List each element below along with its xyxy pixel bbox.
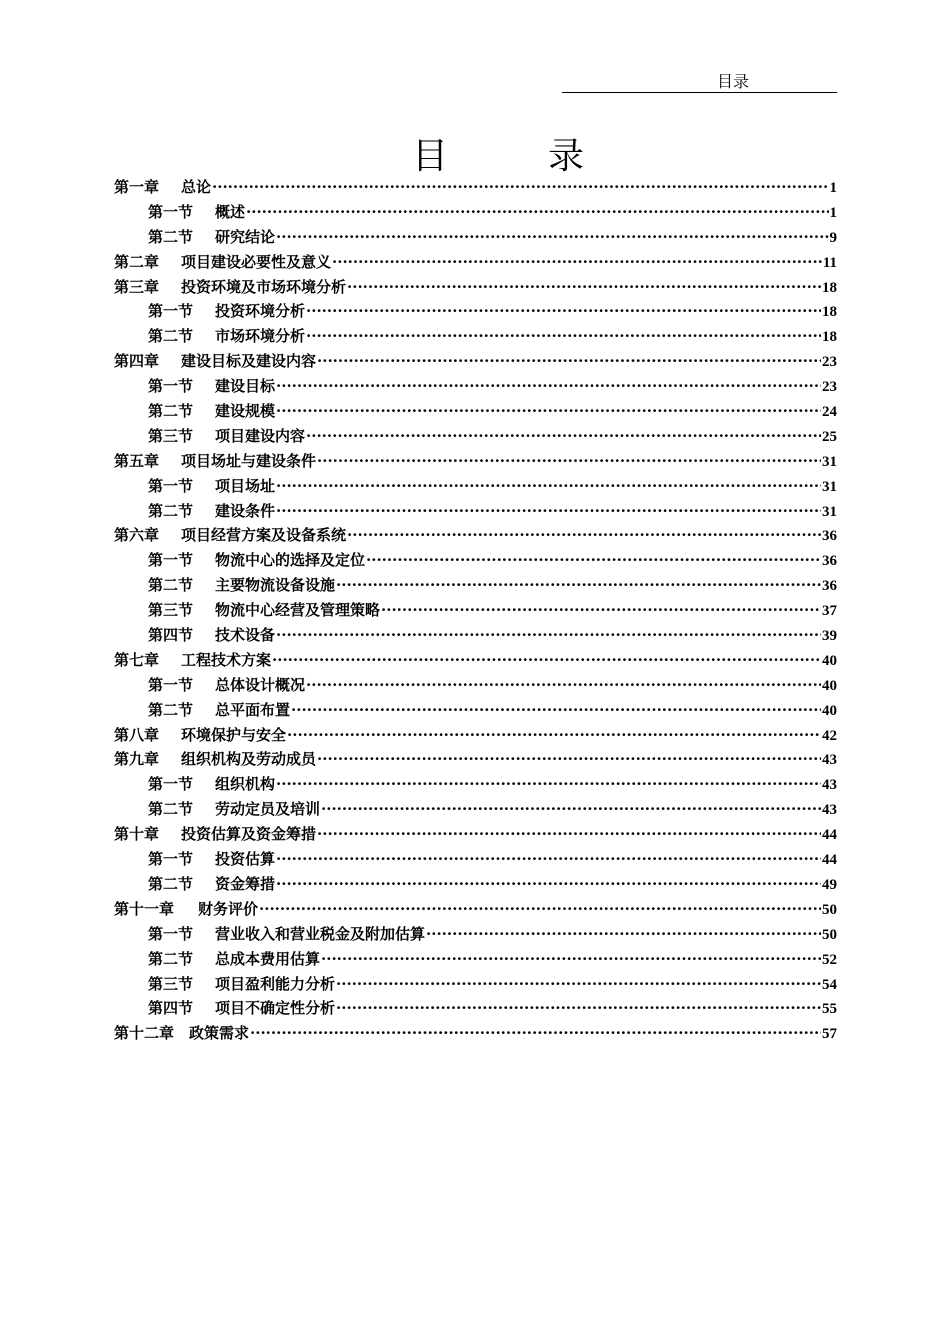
toc-entry-title: 工程技术方案 — [181, 650, 272, 669]
toc-entry-title: 投资估算及资金筹措 — [181, 825, 317, 844]
toc-entry-number: 第二节 — [148, 227, 194, 246]
toc-entry-title: 财务评价 — [198, 899, 259, 918]
toc-entry-title: 投资估算 — [215, 850, 276, 869]
dot-leader — [276, 775, 821, 793]
dot-leader — [336, 975, 821, 993]
toc-entry-page-number: 44 — [822, 827, 837, 844]
toc-entry-title: 政策需求 — [189, 1024, 250, 1043]
toc-entry-page-number: 50 — [822, 901, 837, 918]
toc-entry-page-number: 52 — [822, 951, 837, 968]
dot-leader — [321, 800, 821, 818]
toc-entry-title: 项目盈利能力分析 — [215, 974, 336, 993]
toc-chapter-entry[interactable] — [114, 649, 837, 674]
toc-entry-number: 第七章 — [114, 650, 160, 669]
toc-entry-page-number: 24 — [822, 404, 837, 421]
toc-entry-label — [114, 450, 316, 471]
dot-leader — [306, 327, 821, 345]
dot-leader — [317, 825, 821, 843]
toc-entry-number: 第三节 — [148, 426, 194, 445]
toc-entry-page-number: 31 — [822, 453, 837, 470]
toc-entry-number: 第二章 — [114, 252, 160, 271]
toc-entry-title: 研究结论 — [215, 227, 276, 246]
toc-section-entry[interactable] — [114, 624, 837, 649]
toc-entry-title: 建设条件 — [215, 501, 276, 520]
toc-entry-title: 项目经营方案及设备系统 — [181, 526, 347, 545]
toc-entry-label — [114, 898, 258, 919]
toc-entry-page-number: 36 — [822, 553, 837, 570]
toc-section-entry[interactable] — [114, 973, 837, 998]
toc-entry-title: 营业收入和营业税金及附加估算 — [215, 924, 426, 943]
toc-section-entry[interactable] — [114, 997, 837, 1022]
toc-entry-label — [148, 873, 275, 894]
toc-entry-page-number: 49 — [822, 876, 837, 893]
toc-entry-title: 主要物流设备设施 — [215, 576, 336, 595]
toc-entry-page-number: 25 — [822, 428, 837, 445]
toc-chapter-entry[interactable] — [114, 898, 837, 923]
toc-entry-label — [148, 798, 320, 819]
toc-entry-number: 第二节 — [148, 700, 194, 719]
toc-section-entry[interactable] — [114, 475, 837, 500]
toc-entry-label — [148, 923, 425, 944]
toc-entry-number: 第四节 — [148, 626, 194, 645]
page-title: 目 录 — [411, 136, 616, 177]
toc-chapter-entry[interactable] — [114, 176, 837, 201]
toc-entry-label — [114, 649, 271, 670]
dot-leader — [336, 576, 821, 594]
toc-entry-page-number: 40 — [822, 652, 837, 669]
toc-entry-number: 第一节 — [148, 775, 194, 794]
dot-leader — [246, 203, 828, 221]
toc-entry-number: 第二节 — [148, 874, 194, 893]
dot-leader — [381, 601, 821, 619]
toc-entry-label — [148, 226, 275, 247]
toc-entry-title: 建设目标及建设内容 — [181, 352, 317, 371]
dot-leader — [347, 278, 821, 296]
toc-entry-label — [148, 948, 320, 969]
toc-section-entry[interactable] — [114, 375, 837, 400]
toc-section-entry[interactable] — [114, 549, 837, 574]
toc-section-entry[interactable] — [114, 923, 837, 948]
toc-section-entry[interactable] — [114, 773, 837, 798]
toc-entry-title: 项目不确定性分析 — [215, 999, 336, 1018]
toc-entry-title: 技术设备 — [215, 626, 276, 645]
toc-entry-title: 总平面布置 — [215, 700, 291, 719]
dot-leader — [276, 502, 821, 520]
toc-entry-page-number: 11 — [822, 254, 837, 271]
toc-entry-page-number: 40 — [822, 677, 837, 694]
dot-leader — [321, 950, 821, 968]
dot-leader — [272, 651, 821, 669]
toc-entry-number: 第十一章 — [114, 899, 175, 918]
toc-entry-label — [148, 300, 305, 321]
toc-entry-label — [148, 773, 275, 794]
toc-entry-label — [148, 624, 275, 645]
dot-leader — [259, 900, 821, 918]
toc-entry-page-number: 36 — [822, 528, 837, 545]
toc-entry-title: 劳动定员及培训 — [215, 800, 321, 819]
toc-section-entry[interactable] — [114, 848, 837, 873]
toc-entry-page-number: 42 — [822, 727, 837, 744]
dot-leader — [317, 750, 821, 768]
toc-entry-page-number: 36 — [822, 578, 837, 595]
toc-entry-number: 第六章 — [114, 526, 160, 545]
dot-leader — [347, 526, 821, 544]
dot-leader — [332, 253, 822, 271]
toc-entry-title: 项目建设必要性及意义 — [181, 252, 332, 271]
toc-section-entry[interactable] — [114, 798, 837, 823]
dot-leader — [276, 875, 821, 893]
toc-entry-page-number: 50 — [822, 926, 837, 943]
toc-section-entry[interactable] — [114, 226, 837, 251]
toc-entry-page-number: 43 — [822, 752, 837, 769]
toc-entry-page-number: 31 — [822, 478, 837, 495]
dot-leader — [317, 352, 821, 370]
dot-leader — [276, 477, 821, 495]
toc-entry-page-number: 54 — [822, 976, 837, 993]
toc-entry-page-number: 18 — [822, 329, 837, 346]
dot-leader — [276, 402, 821, 420]
dot-leader — [306, 302, 821, 320]
toc-entry-page-number: 37 — [822, 603, 837, 620]
toc-section-entry[interactable] — [114, 400, 837, 425]
toc-entry-number: 第二节 — [148, 327, 194, 346]
toc-entry-number: 第一节 — [148, 850, 194, 869]
toc-entry-page-number: 1 — [829, 204, 837, 221]
dot-leader — [276, 626, 821, 644]
toc-entry-number: 第八章 — [114, 725, 160, 744]
toc-entry-number: 第一节 — [148, 302, 194, 321]
toc-entry-title: 总论 — [181, 178, 212, 196]
toc-entry-number: 第二节 — [148, 576, 194, 595]
toc-entry-page-number: 43 — [822, 802, 837, 819]
toc-entry-page-number: 40 — [822, 702, 837, 719]
toc-section-entry[interactable] — [114, 699, 837, 724]
toc-entry-number: 第一节 — [148, 924, 194, 943]
toc-entry-number: 第一节 — [148, 476, 194, 495]
toc-entry-number: 第一章 — [114, 178, 160, 196]
toc-entry-label — [114, 823, 316, 844]
dot-leader — [287, 726, 821, 744]
toc-entry-number: 第一节 — [148, 202, 194, 221]
toc-entry-number: 第一节 — [148, 675, 194, 694]
dot-leader — [250, 1024, 821, 1042]
toc-entry-title: 物流中心的选择及定位 — [215, 551, 366, 570]
toc-entry-page-number: 57 — [822, 1026, 837, 1043]
dot-leader — [276, 850, 821, 868]
toc-entry-label — [114, 350, 316, 371]
dot-leader — [212, 178, 828, 196]
toc-entry-title: 概述 — [215, 202, 246, 221]
toc-entry-title: 组织机构及劳动成员 — [181, 750, 317, 769]
toc-entry-number: 第二节 — [148, 800, 194, 819]
table-of-contents — [114, 176, 837, 1047]
toc-entry-page-number: 18 — [822, 279, 837, 296]
toc-entry-title: 项目建设内容 — [215, 426, 306, 445]
toc-entry-label — [148, 973, 335, 994]
dot-leader — [366, 551, 821, 569]
toc-entry-page-number: 43 — [822, 777, 837, 794]
toc-entry-number: 第四节 — [148, 999, 194, 1018]
toc-entry-title: 总成本费用估算 — [215, 949, 321, 968]
toc-entry-label — [148, 599, 380, 620]
dot-leader — [306, 676, 821, 694]
toc-chapter-entry[interactable] — [114, 748, 837, 773]
dot-leader — [276, 377, 821, 395]
toc-entry-title: 投资环境及市场环境分析 — [181, 277, 347, 296]
toc-entry-number: 第九章 — [114, 750, 160, 769]
toc-entry-label — [148, 997, 335, 1018]
dot-leader — [306, 427, 821, 445]
toc-entry-page-number: 39 — [822, 628, 837, 645]
toc-entry-number: 第三节 — [148, 974, 194, 993]
toc-entry-page-number: 18 — [822, 304, 837, 321]
toc-entry-label — [148, 425, 305, 446]
dot-leader — [291, 701, 821, 719]
toc-entry-label — [114, 1022, 249, 1043]
toc-entry-label — [148, 500, 275, 521]
toc-chapter-entry[interactable] — [114, 251, 837, 276]
toc-entry-label — [148, 574, 335, 595]
toc-entry-label — [148, 848, 275, 869]
toc-entry-page-number: 1 — [829, 180, 837, 196]
toc-section-entry[interactable] — [114, 325, 837, 350]
toc-entry-label — [114, 748, 316, 769]
toc-entry-label — [148, 699, 290, 720]
toc-section-entry[interactable] — [114, 425, 837, 450]
toc-chapter-entry[interactable] — [114, 724, 837, 749]
toc-entry-label — [148, 375, 275, 396]
toc-entry-number: 第十二章 — [114, 1024, 175, 1043]
toc-entry-title: 物流中心经营及管理策略 — [215, 601, 381, 620]
toc-entry-label — [114, 524, 346, 545]
toc-section-entry[interactable] — [114, 300, 837, 325]
toc-entry-number: 第三章 — [114, 277, 160, 296]
toc-entry-number: 第四章 — [114, 352, 160, 371]
toc-entry-number: 第二节 — [148, 501, 194, 520]
toc-entry-page-number: 44 — [822, 852, 837, 869]
toc-entry-number: 第五章 — [114, 451, 160, 470]
dot-leader — [426, 925, 821, 943]
toc-entry-number: 第一节 — [148, 551, 194, 570]
toc-entry-title: 投资环境分析 — [215, 302, 306, 321]
toc-entry-page-number: 23 — [822, 354, 837, 371]
toc-section-entry[interactable] — [114, 599, 837, 624]
toc-section-entry[interactable] — [114, 500, 837, 525]
toc-entry-label — [148, 201, 245, 222]
toc-entry-page-number: 9 — [829, 229, 837, 246]
toc-chapter-entry[interactable] — [114, 350, 837, 375]
toc-section-entry[interactable] — [114, 674, 837, 699]
toc-entry-title: 建设目标 — [215, 377, 276, 396]
toc-entry-page-number: 23 — [822, 379, 837, 396]
toc-entry-number: 第二节 — [148, 402, 194, 421]
toc-chapter-entry[interactable] — [114, 450, 837, 475]
toc-entry-title: 建设规模 — [215, 402, 276, 421]
toc-chapter-entry[interactable] — [114, 276, 837, 301]
toc-entry-label — [114, 724, 286, 745]
dot-leader — [276, 228, 828, 246]
toc-entry-number: 第三节 — [148, 601, 194, 620]
toc-section-entry[interactable] — [114, 574, 837, 599]
toc-entry-number: 第十章 — [114, 825, 160, 844]
toc-entry-label — [148, 475, 275, 496]
toc-entry-title: 环境保护与安全 — [181, 725, 287, 744]
header-text: 目录 — [717, 72, 750, 91]
toc-entry-label — [148, 674, 305, 695]
dot-leader — [336, 999, 821, 1017]
dot-leader — [317, 452, 821, 470]
toc-entry-page-number: 55 — [822, 1001, 837, 1018]
toc-entry-title: 项目场址与建设条件 — [181, 451, 317, 470]
toc-section-entry[interactable] — [114, 873, 837, 898]
toc-entry-label — [148, 400, 275, 421]
toc-chapter-entry[interactable] — [114, 1022, 837, 1047]
toc-entry-number: 第二节 — [148, 949, 194, 968]
toc-entry-label — [114, 176, 211, 197]
toc-section-entry[interactable] — [114, 948, 837, 973]
toc-entry-title: 资金筹措 — [215, 874, 276, 893]
toc-entry-title: 市场环境分析 — [215, 327, 306, 346]
toc-entry-number: 第一节 — [148, 377, 194, 396]
toc-chapter-entry[interactable] — [114, 524, 837, 549]
page-header — [562, 68, 837, 93]
toc-entry-label — [148, 549, 365, 570]
toc-entry-title: 总体设计概况 — [215, 675, 306, 694]
toc-entry-title: 项目场址 — [215, 476, 276, 495]
toc-entry-label — [114, 251, 331, 272]
toc-entry-label — [148, 325, 305, 346]
toc-entry-label — [114, 276, 346, 297]
toc-section-entry[interactable] — [114, 201, 837, 226]
toc-chapter-entry[interactable] — [114, 823, 837, 848]
toc-entry-title: 组织机构 — [215, 775, 276, 794]
toc-entry-page-number: 31 — [822, 503, 837, 520]
